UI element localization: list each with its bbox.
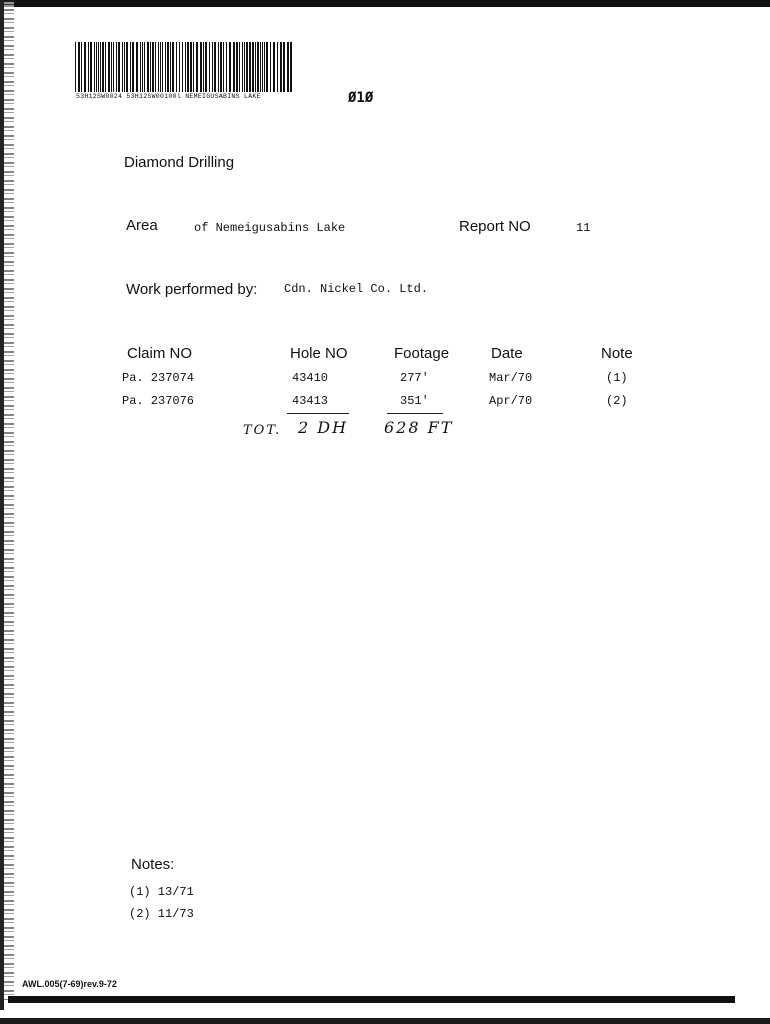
barcode-caption: 53H12SW0024 53H12SW00100l NEMEIGUSABINS LAKE xyxy=(76,93,261,100)
note-header: Note xyxy=(601,345,633,362)
table-cell-footage: 277' xyxy=(400,371,429,385)
area-value: of Nemeigusabins Lake xyxy=(194,221,346,235)
table-cell-note: (2) xyxy=(606,394,628,408)
report-number: 11 xyxy=(576,221,591,235)
date-header: Date xyxy=(491,345,523,362)
area-label: Area xyxy=(126,217,158,234)
scan-left-bar xyxy=(0,0,4,1010)
scan-top-edge xyxy=(0,0,770,7)
note-item: (1) 13/71 xyxy=(129,885,194,899)
scan-bottom-edge xyxy=(0,1018,770,1024)
report-label: Report NO xyxy=(459,218,531,235)
document-title: Diamond Drilling xyxy=(124,154,235,171)
total-footage: 628 FT xyxy=(384,418,454,437)
hole-total-underline xyxy=(287,413,349,414)
footage-header: Footage xyxy=(394,345,450,362)
table-cell-hole: 43410 xyxy=(292,371,329,385)
table-cell-date: Mar/70 xyxy=(489,371,533,385)
work-performed-value: Cdn. Nickel Co. Ltd. xyxy=(284,282,429,296)
form-code: AWL.005(7-69)rev.9-72 xyxy=(22,979,117,989)
work-performed-label: Work performed by: xyxy=(126,281,258,298)
table-cell-note: (1) xyxy=(606,371,628,385)
claim-header: Claim NO xyxy=(127,345,193,362)
hole-header: Hole NO xyxy=(290,345,348,362)
footage-total-underline xyxy=(387,413,443,414)
total-label: TOT. xyxy=(243,423,282,438)
bottom-rule xyxy=(8,996,735,1003)
note-item: (2) 11/73 xyxy=(129,907,194,921)
table-cell-footage: 351' xyxy=(400,394,429,408)
total-holes: 2 DH xyxy=(298,418,349,437)
table-cell-hole: 43413 xyxy=(292,394,329,408)
table-cell-claim: Pa. 237076 xyxy=(122,394,195,408)
notes-heading: Notes: xyxy=(131,856,175,873)
document-code: Ø1Ø xyxy=(348,90,374,106)
table-cell-claim: Pa. 237074 xyxy=(122,371,195,385)
barcode xyxy=(75,42,293,92)
table-cell-date: Apr/70 xyxy=(489,394,533,408)
